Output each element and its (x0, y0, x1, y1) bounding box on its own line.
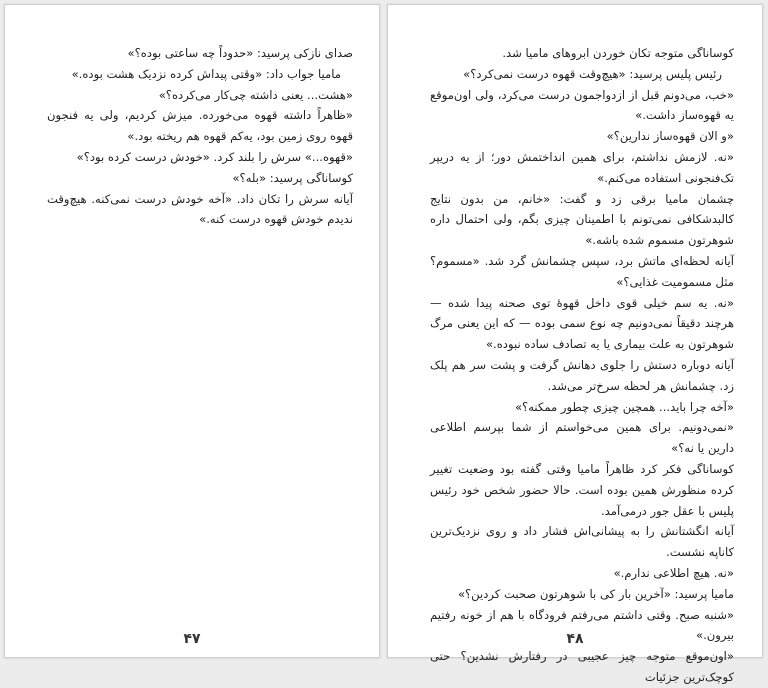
paragraph: کوساناگی پرسید: «بله؟» (232, 170, 353, 185)
paragraph: «قهوه...» سرش را بلند کرد. «خودش درست کرده بود؟» (76, 149, 353, 164)
left-page (4, 4, 380, 658)
paragraph: «هشت... یعنی داشته چی‌کار می‌کرده؟» (158, 87, 353, 102)
paragraph: آیانه دوباره دستش را جلوی دهانش گرفت و پشت سر هم پلک زد. چشمانش هر لحظه سرخ‌تر می‌شد. (430, 357, 734, 393)
paragraph: آیانه لحظه‌ای ماتش برد، سپس چشمانش گرد شد. «مسموم؟ مثل مسمومیت غذایی؟» (430, 253, 734, 289)
paragraph: «آخه چرا باید... همچین چیزی چطور ممکنه؟» (514, 399, 734, 414)
paragraph: آیانه انگشتانش را به پیشانی‌اش فشار داد و روی نزدیک‌ترین کاناپه نشست. (430, 524, 734, 560)
paragraph: چشمان ماميا برقی زد و گفت: «خانم، من بدون نتایج کالبدشکافی نمی‌تونم با اطمینان چیزی بگم، ولی احتمال داره شوهرتون مسموم شده باشه.» (430, 191, 734, 248)
paragraph: کوساناگی فکر کرد ظاهراً ماميا وقتی گفته بود وضعیت تغییر کرده منظورش همین بوده است. حالا حضور شخص خود رئیس پلیس با عقل جور درمی‌آمد. (430, 461, 734, 518)
page-number: ۴۷ (183, 631, 201, 647)
page-number: ۴۸ (566, 631, 584, 647)
paragraph: «ظاهراً داشته قهوه می‌خورده. میزش کردیم، ولی یه فنجون قهوه روی زمین بود، یه‌کم قهوه هم ریخته بود.» (47, 108, 353, 144)
right-page-text (430, 43, 734, 688)
left-page-text (47, 43, 353, 230)
paragraph: «نمی‌دونیم. برای همین می‌خواستم از شما بپرسم اطلاعی دارین یا نه؟» (430, 420, 734, 456)
right-page (387, 4, 763, 684)
paragraph: کوساناگی متوجه تکان خوردن ابروهای ماميا شد. (502, 46, 734, 60)
paragraph: ماميا پرسید: «آخرین بار کی با شوهرتون صحبت کردین؟» (457, 586, 734, 601)
paragraph: «نه. یه سم خیلی قوی داخل قهوهٔ توی صحنه پیدا شده — هرچند دقیقاً نمی‌دونیم چه نوع سمی بوده — که این یعنی مرگ شوهرتون به علت بیماری یا یه تصادف ساده نبوده.» (430, 295, 734, 352)
paragraph: «نه. لازمش نداشتم، برای همین انداختمش دور؛ از یه دریپر تک‌فنجونی استفاده می‌کنم.» (430, 149, 734, 185)
paragraph: «نه. هیچ اطلاعی ندارم.» (613, 565, 734, 580)
paragraph: ماميا جواب داد: «وقتی پیداش کرده نزدیک هشت بوده.» (71, 66, 341, 81)
paragraph: صدای نازکی پرسید: «حدوداً چه ساعتی بوده؟» (127, 46, 353, 60)
paragraph: «اون‌موقع متوجه چیز عجیبی در رفتارش نشدین؟ حتی کوچک‌ترین جزئیات (430, 649, 734, 684)
paragraph: «و الان قهوه‌ساز ندارین؟» (606, 129, 734, 144)
paragraph: رئیس پلیس پرسید: «هیچ‌وقت قهوه درست نمی‌کرد؟» (463, 66, 722, 81)
paragraph: «شنبه صبح. وقتی داشتم می‌رفتم فرودگاه با هم از خونه رفتیم بیرون.» (430, 607, 734, 643)
paragraph: آیانه سرش را تکان داد. «آخه خودش درست نمی‌کنه. هیچ‌وقت ندیدم خودش قهوه درست کنه.» (47, 191, 353, 227)
paragraph: «خب، می‌دونم قبل از ازدواجمون درست می‌کرد، ولی اون‌موقع یه قهوه‌ساز داشت.» (430, 87, 734, 123)
